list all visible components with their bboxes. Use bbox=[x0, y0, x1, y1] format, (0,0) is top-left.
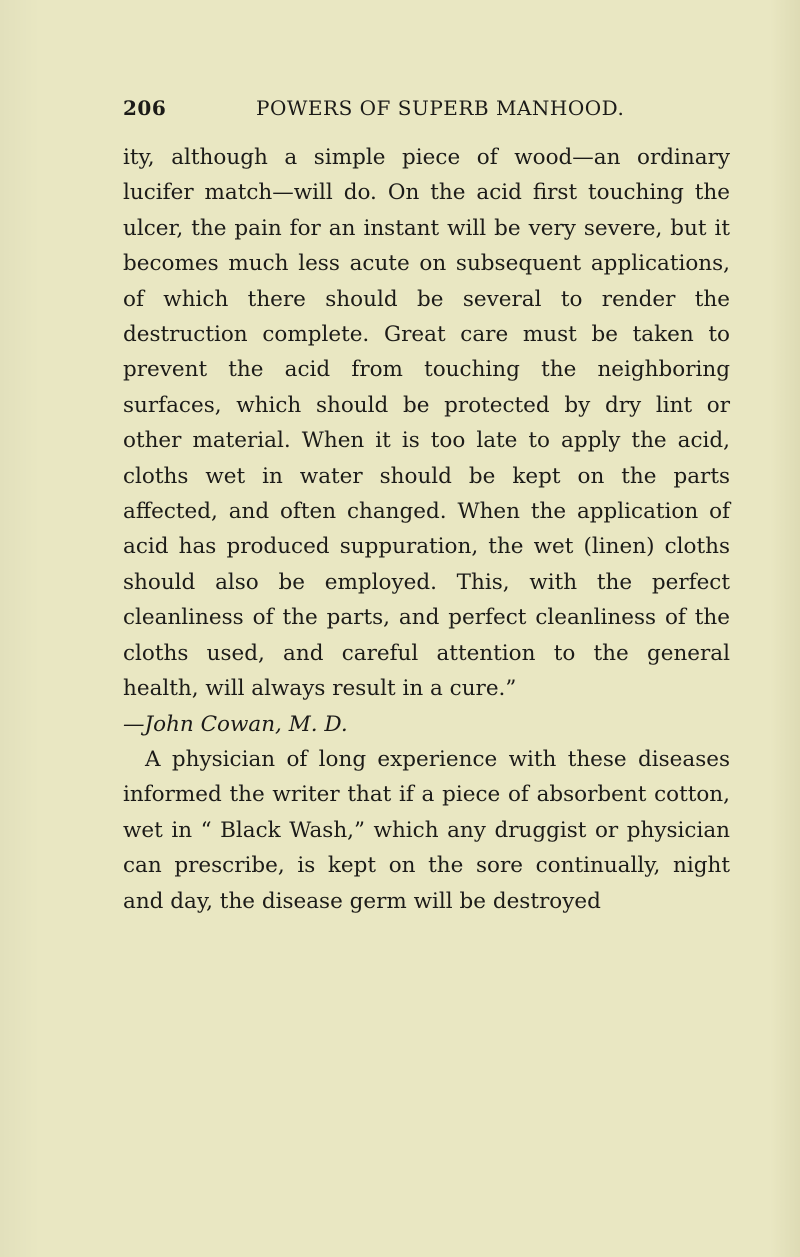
paragraph-continued: ity, although a simple piece of wood—an ordinary lucifer match—will do. On the acid first touching the ulcer, the pain for an instant will be very severe, but it becomes much less acute on subsequent applications, of which there should be several to render the destruction complete. Great care must be taken to prevent the acid from touching the neighboring surfaces, which should be protected by dry lint or other material. When it is too late to apply the acid, cloths wet in water should be kept on the parts affected, and often changed. When the application of acid has produced suppuration, the wet (linen) cloths should also be employed. This, with the perfect cleanliness of the parts, and perfect cleanliness of the cloths used, and careful attention to the general health, will always result in a cure.” bbox=[123, 145, 730, 702]
running-head bbox=[123, 96, 658, 122]
paragraph: A physician of long experience with these diseases informed the writer that if a piece of absorbent cotton, wet in “ Black Wash,” which any druggist or physician can prescribe, is kept on the sore continually, night and day, the disease germ will be destroyed bbox=[123, 746, 730, 914]
running-title: POWERS OF SUPERB MANHOOD. bbox=[256, 96, 625, 120]
page-number: 206 bbox=[123, 96, 167, 120]
attribution: —John Cowan, M. D. bbox=[123, 711, 348, 737]
body-text bbox=[123, 140, 730, 919]
